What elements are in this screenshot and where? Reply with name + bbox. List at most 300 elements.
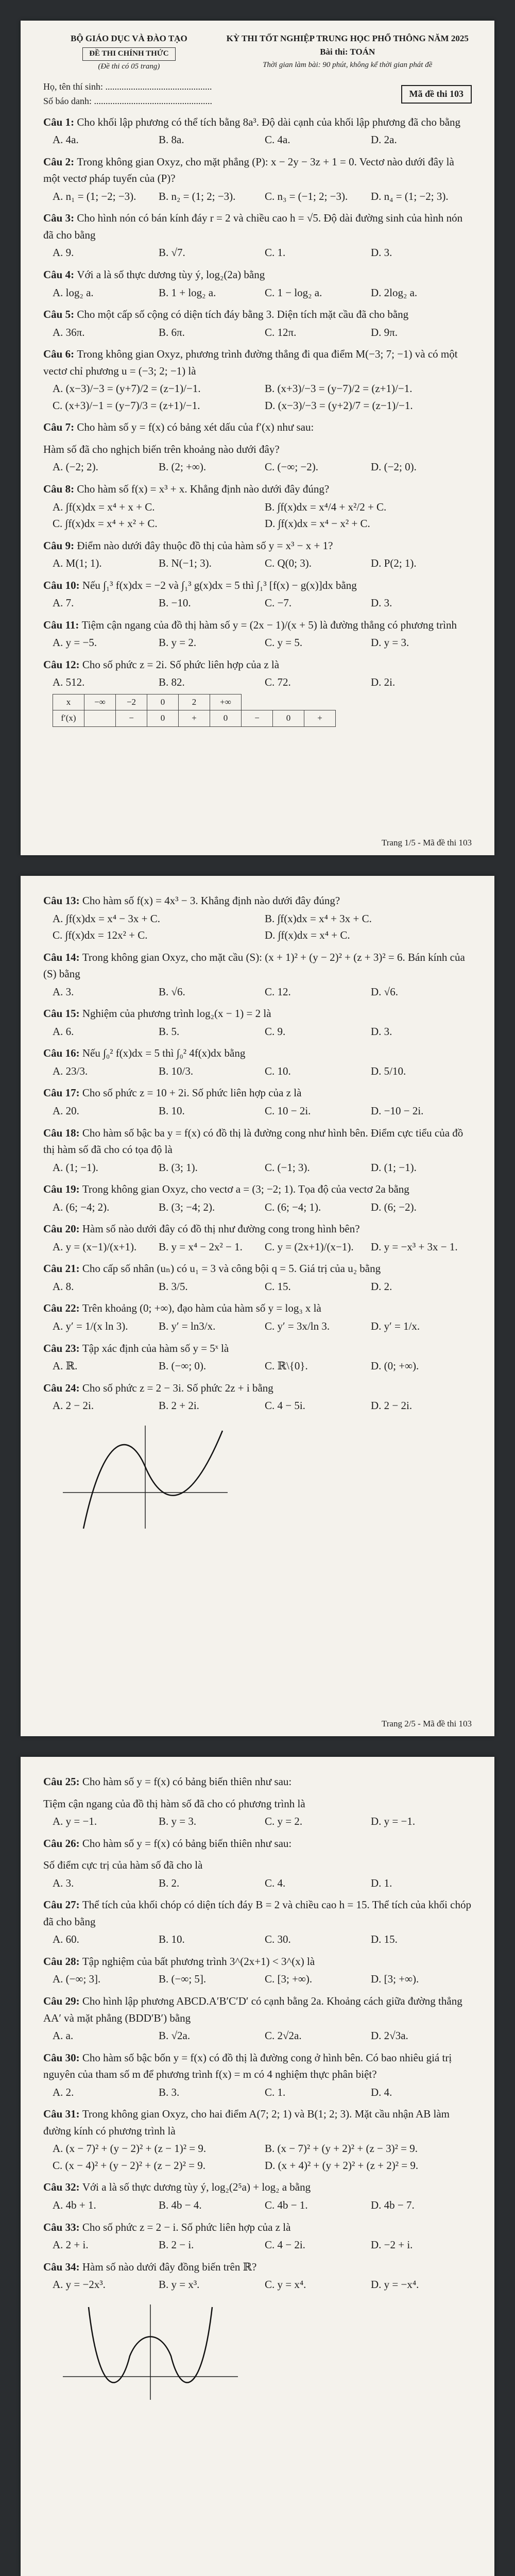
answer-options	[53, 634, 472, 651]
exam-title: KỲ THI TỐT NGHIỆP TRUNG HỌC PHỔ THÔNG NĂM 2025	[226, 33, 469, 43]
question-number: Câu 32:	[43, 2181, 82, 2194]
question-text: Thể tích của khối chóp có diện tích đáy B = 2 và chiều cao h = 15. Thể tích của khối chóp đã cho bằng	[43, 1899, 472, 1928]
answer-option: A. (1; −1).	[53, 1161, 98, 1174]
question-text: Cho số phức z = 2 − 3i. Số phức 2z + i bằng	[82, 1381, 273, 1394]
answer-option: B. 2 + 2i.	[159, 1399, 199, 1412]
answer-option: C. ℝ\{0}.	[265, 1360, 308, 1372]
sign-table-cell: x	[53, 694, 84, 710]
answer-options	[53, 380, 472, 414]
answer-option: C. y = 2.	[265, 1815, 303, 1828]
answer-option: D. y = −x⁴.	[371, 2278, 419, 2291]
sign-table-cell: −	[116, 710, 147, 726]
answer-option: A. 6.	[53, 1025, 74, 1038]
answer-option: B. n₂ = (1; 2; −3).	[159, 190, 236, 202]
answer-option: B. 1 + log₂ a.	[159, 286, 216, 299]
question-number: Câu 5:	[43, 308, 77, 321]
question	[43, 949, 472, 982]
question-number: Câu 9:	[43, 539, 77, 552]
answer-option: B. 82.	[159, 676, 185, 689]
question	[43, 2259, 472, 2276]
question	[43, 1125, 472, 1158]
answer-option: C. 10 − 2i.	[265, 1105, 311, 1117]
answer-option: B. (x − 7)² + (y + 2)² + (z − 3)² = 9.	[265, 2142, 418, 2155]
answer-option: D. ∫f(x)dx = x⁴ + C.	[265, 929, 350, 942]
answer-option: D. 3.	[371, 1025, 392, 1038]
answer-option: D. [3; +∞).	[371, 1973, 419, 1986]
answer-options	[53, 284, 472, 301]
sign-table-cell: +∞	[210, 694, 242, 710]
sign-table-cell: −∞	[84, 694, 116, 710]
question-number: Câu 8:	[43, 483, 77, 496]
answer-option: B. 2 − i.	[159, 2239, 194, 2251]
sign-table-cell: +	[304, 710, 336, 726]
question-number: Câu 18:	[43, 1126, 82, 1139]
answer-option: C. 1.	[265, 2086, 286, 2098]
answer-option: D. y = 3.	[371, 636, 409, 649]
answer-options	[53, 1023, 472, 1040]
answer-option: A. 4b + 1.	[53, 2199, 96, 2212]
question-number: Câu 27:	[43, 1899, 82, 1911]
question	[43, 577, 472, 594]
question	[43, 1993, 472, 2026]
answer-option: D. (1; −1).	[371, 1161, 417, 1174]
answer-option: A. 3.	[53, 1876, 74, 1889]
answer-options	[53, 1103, 472, 1120]
answer-option: D. 5/10.	[371, 1064, 406, 1077]
answer-option: D. 2log₂ a.	[371, 286, 418, 299]
answer-option: C. ∫f(x)dx = x⁴ + x² + C.	[53, 517, 158, 530]
answer-option: A. (−∞; 3].	[53, 1973, 101, 1986]
question	[43, 1181, 472, 1198]
answer-option: C. (x − 4)² + (y − 2)² + (z − 2)² = 9.	[53, 2159, 205, 2172]
answer-option: C. 1 − log₂ a.	[265, 286, 322, 299]
question-number: Câu 16:	[43, 1047, 82, 1060]
question	[43, 617, 472, 634]
answer-options	[53, 131, 472, 148]
official-label: ĐỀ THI CHÍNH THỨC	[82, 47, 175, 60]
answer-option: D. y = −x³ + 3x − 1.	[371, 1240, 458, 1253]
question-text: Cho hàm số y = f(x) có bảng biến thiên như sau:	[82, 1775, 292, 1788]
answer-option: C. 12.	[265, 985, 291, 998]
cubic-curve	[83, 1431, 222, 1529]
answer-option: A. y = −1.	[53, 1815, 97, 1828]
question-number: Câu 4:	[43, 268, 77, 281]
answer-option: D. (6; −2).	[371, 1200, 417, 1213]
answer-option: C. 72.	[265, 676, 291, 689]
answer-option: C. 9.	[265, 1025, 286, 1038]
answer-option: A. n₁ = (1; −2; −3).	[53, 190, 136, 202]
sign-table-cell: 0	[210, 710, 242, 726]
question-number: Câu 24:	[43, 1381, 82, 1394]
answer-options	[53, 1239, 472, 1256]
answer-option: B. ∫f(x)dx = x⁴/4 + x²/2 + C.	[265, 500, 387, 513]
exam-subject: Bài thi: TOÁN	[320, 47, 375, 57]
question-text: Cho số phức z = 10 + 2i. Số phức liên hợp của z là	[82, 1087, 302, 1099]
answer-option: C. 4 − 5i.	[265, 1399, 305, 1412]
question-number: Câu 23:	[43, 1342, 82, 1354]
candidate-id-field: Số báo danh: ...................................................	[43, 95, 212, 106]
answer-options	[53, 910, 472, 944]
question-text: Hàm số đã cho nghịch biến trên khoảng nào dưới đây?	[43, 443, 280, 455]
question	[43, 1380, 472, 1397]
question-text: Cho hàm số y = f(x) có bảng xét dấu của f′(x) như sau:	[77, 421, 314, 434]
question	[43, 114, 472, 131]
question	[43, 1005, 472, 1022]
answer-option: D. 2 − 2i.	[371, 1399, 413, 1412]
answer-options	[53, 1199, 472, 1216]
answer-option: C. 2√2a.	[265, 2029, 302, 2042]
question-number: Câu 11:	[43, 618, 82, 631]
question	[43, 1221, 472, 1238]
sign-table	[53, 694, 336, 727]
question	[43, 2106, 472, 2139]
answer-option: B. 6π.	[159, 326, 185, 338]
question-text: Trong không gian Oxyz, cho vectơ a = (3; −2; 1). Tọa độ của vectơ 2a bằng	[82, 1183, 409, 1196]
answer-option: D. (x + 4)² + (y + 2)² + (z + 2)² = 9.	[265, 2159, 419, 2172]
answer-option: C. (6; −4; 1).	[265, 1200, 321, 1213]
answer-option: B. 4b − 4.	[159, 2199, 202, 2212]
answer-option: A. 7.	[53, 597, 74, 609]
question-number: Câu 19:	[43, 1183, 82, 1196]
question	[43, 1857, 472, 1874]
question-text: Cho cấp số nhân (uₙ) có u₁ = 3 và công bội q = 5. Giá trị của u₂ bằng	[82, 1262, 381, 1275]
page-footer: Trang 1/5 - Mã đề thi 103	[381, 838, 472, 848]
question-number: Câu 3:	[43, 212, 77, 225]
answer-option: D. √6.	[371, 985, 398, 998]
question-number: Câu 12:	[43, 658, 82, 671]
answer-option: A. ∫f(x)dx = x⁴ − 3x + C.	[53, 912, 161, 925]
answer-option: D. ∫f(x)dx = x⁴ − x² + C.	[265, 517, 370, 530]
question	[43, 154, 472, 187]
answer-option: C. 12π.	[265, 326, 297, 338]
answer-option: C. 15.	[265, 1280, 291, 1293]
question-text: Cho số phức z = 2i. Số phức liên hợp của z là	[82, 658, 280, 671]
answer-option: B. y = x⁴ − 2x² − 1.	[159, 1240, 243, 1253]
question	[43, 656, 472, 673]
answer-options	[53, 595, 472, 612]
answer-options	[53, 2027, 472, 2044]
answer-option: D. −10 − 2i.	[371, 1105, 424, 1117]
answer-option: A. 512.	[53, 676, 85, 689]
answer-options	[53, 1318, 472, 1335]
answer-options	[53, 188, 472, 205]
answer-option: B. √6.	[159, 985, 185, 998]
answer-option: D. 2a.	[371, 133, 397, 146]
question	[43, 306, 472, 323]
question-text: Với a là số thực dương tùy ý, log₂(2⁵a) + log₂ a bằng	[82, 2181, 311, 2194]
answer-option: C. y = 5.	[265, 636, 303, 649]
question-number: Câu 22:	[43, 1302, 82, 1315]
answer-options	[53, 2236, 472, 2253]
question	[43, 1953, 472, 1970]
question	[43, 266, 472, 283]
question-number: Câu 17:	[43, 1087, 82, 1099]
answer-option: B. 2.	[159, 1876, 180, 1889]
answer-option: D. 3.	[371, 597, 392, 609]
answer-option: A. (−2; 2).	[53, 461, 98, 473]
answer-option: C. 10.	[265, 1064, 291, 1077]
candidate-name-field: Họ, tên thí sinh: ..............................................	[43, 81, 212, 92]
answer-options	[53, 2197, 472, 2214]
question-text: Trong không gian Oxyz, cho mặt phẳng (P): x − 2y − 3z + 1 = 0. Vectơ nào dưới đây là một vectơ pháp tuyến của (P)?	[43, 155, 454, 185]
question-text: Nghiệm của phương trình log₂(x − 1) = 2 là	[82, 1007, 271, 1020]
question	[43, 1896, 472, 1930]
answer-option: C. y = x⁴.	[265, 2278, 306, 2291]
question-text: Nếu ∫₁³ f(x)dx = −2 và ∫₁³ g(x)dx = 5 thì ∫₁³ [f(x) − g(x)]dx bằng	[82, 579, 357, 591]
question	[43, 1260, 472, 1277]
cubic-graph-figure	[53, 1420, 238, 1534]
answer-option: B. (2; +∞).	[159, 461, 207, 473]
answer-option: A. 60.	[53, 1933, 79, 1946]
answer-option: D. 2.	[371, 1280, 392, 1293]
page-footer: Trang 2/5 - Mã đề thi 103	[381, 1719, 472, 1728]
answer-option: D. 4.	[371, 2086, 392, 2098]
exam-page-1	[21, 21, 494, 855]
quartic-graph-figure	[53, 2299, 248, 2402]
answer-option: C. (x+3)/−1 = (y−7)/3 = (z+1)/−1.	[53, 399, 200, 412]
question-number: Câu 21:	[43, 1262, 82, 1275]
question-number: Câu 13:	[43, 894, 82, 907]
question	[43, 1795, 472, 1812]
sign-table-cell: −	[242, 710, 273, 726]
answer-option: B. y = x³.	[159, 2278, 200, 2291]
question-number: Câu 26:	[43, 1837, 82, 1850]
question	[43, 419, 472, 436]
question	[43, 441, 472, 458]
answer-option: B. √7.	[159, 246, 185, 259]
answer-option: B. 10.	[159, 1933, 185, 1946]
answer-option: B. (3; −4; 2).	[159, 1200, 215, 1213]
question-number: Câu 29:	[43, 1995, 82, 2008]
sign-table-cell	[84, 710, 116, 726]
question-text: Cho một cấp số cộng có diện tích đáy bằng 3. Diện tích mặt cầu đã cho bằng	[77, 308, 409, 321]
answer-option: D. −2 + i.	[371, 2239, 413, 2251]
answer-option: C. 1.	[265, 246, 286, 259]
answer-option: C. 30.	[265, 1933, 291, 1946]
answer-option: C. 4.	[265, 1876, 286, 1889]
answer-option: D. 15.	[371, 1933, 398, 1946]
sign-table-cell: 2	[179, 694, 210, 710]
question-number: Câu 14:	[43, 951, 82, 963]
answer-option: B. ∫f(x)dx = x⁴ + 3x + C.	[265, 912, 372, 925]
answer-option: D. 3.	[371, 246, 392, 259]
answer-options	[53, 2084, 472, 2101]
question-number: Câu 31:	[43, 2108, 82, 2121]
answer-option: B. y′ = ln3/x.	[159, 1320, 216, 1333]
question-number: Câu 20:	[43, 1223, 82, 1235]
question	[43, 1045, 472, 1062]
answer-option: A. 9.	[53, 246, 74, 259]
question-text: Trong không gian Oxyz, cho hai điểm A(7; 2; 1) và B(1; 2; 3). Mặt cầu nhận AB làm đường kính có phương trình là	[43, 2108, 450, 2137]
question-text: Tiệm cận ngang của đồ thị hàm số đã cho có phương trình là	[43, 1797, 305, 1810]
question-text: Điểm nào dưới đây thuộc đồ thị của hàm số y = x³ − x + 1?	[77, 539, 333, 552]
question-number: Câu 1:	[43, 115, 77, 128]
question-text: Trên khoảng (0; +∞), đạo hàm của hàm số y = log₃ x là	[82, 1302, 321, 1315]
answer-option: A. (x−3)/−3 = (y+7)/2 = (z−1)/−1.	[53, 382, 201, 395]
answer-option: B. N(−1; 3).	[159, 557, 212, 570]
pages-note: (Đề thi có 05 trang)	[98, 62, 160, 71]
answer-option: C. −7.	[265, 597, 292, 609]
answer-option: B. −10.	[159, 597, 191, 609]
answer-option: A. 36π.	[53, 326, 85, 338]
answer-option: C. 4 − 2i.	[265, 2239, 305, 2251]
answer-option: D. 2√3a.	[371, 2029, 408, 2042]
answer-option: C. ∫f(x)dx = 12x² + C.	[53, 929, 148, 942]
answer-option: A. ℝ.	[53, 1360, 78, 1372]
answer-option: A. 2.	[53, 2086, 74, 2098]
answer-option: D. (x−3)/−3 = (y+2)/7 = (z−1)/−1.	[265, 399, 413, 412]
question-list-page-2	[43, 892, 472, 1414]
question-text: Cho hàm số bậc bốn y = f(x) có đồ thị là đường cong ở hình bên. Có bao nhiêu giá trị nguyên của tham số m để phương trình f(x) = m có 4 nghiệm thực phân biệt?	[43, 2051, 452, 2081]
answer-options	[53, 1063, 472, 1080]
sign-table-row	[53, 710, 336, 726]
answer-options	[53, 1971, 472, 1988]
question-text: Cho hàm số f(x) = x³ + x. Khẳng định nào dưới đây đúng?	[77, 483, 330, 496]
question-text: Tiệm cận ngang của đồ thị hàm số y = (2x − 1)/(x + 5) là đường thẳng có phương trình	[81, 618, 457, 631]
sign-table-cell: f′(x)	[53, 710, 84, 726]
answer-option: D. 1.	[371, 1876, 392, 1889]
question	[43, 210, 472, 243]
question	[43, 892, 472, 909]
ministry-name: BỘ GIÁO DỤC VÀ ĐÀO TẠO	[71, 33, 187, 43]
answer-option: C. y′ = 3x/ln 3.	[265, 1320, 330, 1333]
question	[43, 2219, 472, 2236]
question-text: Cho hàm số y = f(x) có bảng biến thiên như sau:	[82, 1837, 292, 1850]
answer-options	[53, 674, 472, 691]
exam-page-2	[21, 876, 494, 1736]
answer-option: A. 8.	[53, 1280, 74, 1293]
answer-options	[53, 324, 472, 341]
answer-option: C. (−∞; −2).	[265, 461, 318, 473]
answer-option: C. Q(0; 3).	[265, 557, 312, 570]
answer-options	[53, 1931, 472, 1948]
answer-options	[53, 1159, 472, 1176]
answer-option: B. (3; 1).	[159, 1161, 198, 1174]
question-text: Hàm số nào dưới đây có đồ thị như đường cong trong hình bên?	[82, 1223, 360, 1235]
question-number: Câu 7:	[43, 421, 77, 434]
answer-option: A. (6; −4; 2).	[53, 1200, 110, 1213]
question	[43, 2049, 472, 2083]
question-number: Câu 34:	[43, 2260, 82, 2273]
answer-option: D. 4b − 7.	[371, 2199, 415, 2212]
answer-option: B. y = 2.	[159, 636, 197, 649]
answer-options	[53, 459, 472, 476]
answer-option: B. √2a.	[159, 2029, 191, 2042]
exam-page-3	[21, 1757, 494, 2576]
candidate-info	[43, 80, 472, 109]
answer-option: B. 8a.	[159, 133, 184, 146]
answer-option: A. 20.	[53, 1105, 79, 1117]
answer-option: B. (−∞; 5].	[159, 1973, 207, 1986]
answer-options	[53, 1813, 472, 1830]
question-text: Số điểm cực trị của hàm số đã cho là	[43, 1859, 203, 1872]
answer-options	[53, 2276, 472, 2293]
sign-table-cell: −2	[116, 694, 147, 710]
question-text: Với a là số thực dương tùy ý, log₂(2a) bằng	[77, 268, 265, 281]
question-text: Tập nghiệm của bất phương trình 3^(2x+1) < 3^(x) là	[82, 1955, 315, 1968]
answer-options	[53, 984, 472, 1001]
answer-option: A. y′ = 1/(x ln 3).	[53, 1320, 128, 1333]
question-number: Câu 2:	[43, 155, 77, 168]
answer-option: A. y = −5.	[53, 636, 97, 649]
question-text: Nếu ∫₀² f(x)dx = 5 thì ∫₀² 4f(x)dx bằng	[82, 1047, 246, 1060]
answer-option: A. ∫f(x)dx = x⁴ + x + C.	[53, 500, 155, 513]
question-number: Câu 6:	[43, 348, 77, 361]
question-text: Cho hàm số f(x) = 4x³ − 3. Khẳng định nào dưới đây đúng?	[82, 894, 340, 907]
question-text: Cho khối lập phương có thể tích bằng 8a³. Độ dài cạnh của khối lập phương đã cho bằng	[77, 115, 461, 128]
sign-table-cell: +	[179, 710, 210, 726]
question	[43, 537, 472, 554]
answer-options	[53, 1358, 472, 1375]
exam-code-box: Mã đề thi 103	[401, 85, 472, 104]
answer-option: B. (x+3)/−3 = (y−7)/2 = (z+1)/−1.	[265, 382, 413, 395]
sign-table-cell: 0	[273, 710, 304, 726]
answer-option: C. (−1; 3).	[265, 1161, 310, 1174]
question-text: Hàm số nào dưới đây đồng biến trên ℝ?	[82, 2260, 257, 2273]
question-text: Cho hàm số bậc ba y = f(x) có đồ thị là đường cong như hình bên. Điểm cực tiểu của đồ thị hàm số đã cho có tọa độ là	[43, 1126, 464, 1156]
answer-option: C. 4a.	[265, 133, 290, 146]
answer-option: C. n₃ = (−1; 2; −3).	[265, 190, 348, 202]
question-number: Câu 30:	[43, 2051, 82, 2064]
answer-option: B. 10.	[159, 1105, 185, 1117]
question-text: Trong không gian Oxyz, cho mặt cầu (S): (x + 1)² + (y − 2)² + (z + 3)² = 6. Bán kính của (S) bằng	[43, 951, 465, 980]
answer-option: B. 3/5.	[159, 1280, 188, 1293]
exam-header	[43, 32, 472, 73]
answer-option: A. y = (x−1)/(x+1).	[53, 1240, 137, 1253]
answer-option: B. 10/3.	[159, 1064, 194, 1077]
sign-table-cell: 0	[147, 710, 179, 726]
question	[43, 1340, 472, 1357]
question-text: Cho hình lập phương ABCD.A′B′C′D′ có cạnh bằng 2a. Khoảng cách giữa đường thẳng AA′ và mặt phẳng (BDD′B′) bằng	[43, 1995, 462, 2024]
question	[43, 1300, 472, 1317]
question-number: Câu 10:	[43, 579, 82, 591]
answer-option: A. a.	[53, 2029, 74, 2042]
question	[43, 481, 472, 498]
answer-option: D. P(2; 1).	[371, 557, 417, 570]
question	[43, 1084, 472, 1101]
answer-option: A. 2 − 2i.	[53, 1399, 94, 1412]
question-number: Câu 15:	[43, 1007, 82, 1020]
question	[43, 2179, 472, 2196]
answer-option: A. 23/3.	[53, 1064, 88, 1077]
answer-option: D. y′ = 1/x.	[371, 1320, 420, 1333]
exam-time: Thời gian làm bài: 90 phút, không kể thời gian phát đề	[263, 60, 433, 69]
answer-option: C. [3; +∞).	[265, 1973, 313, 1986]
answer-option: B. 3.	[159, 2086, 180, 2098]
question-list-page-3	[43, 1773, 472, 2293]
answer-option: A. M(1; 1).	[53, 557, 102, 570]
answer-option: B. y = 3.	[159, 1815, 197, 1828]
answer-options	[53, 1397, 472, 1414]
sign-table-row	[53, 694, 336, 710]
answer-option: A. 2 + i.	[53, 2239, 89, 2251]
answer-options	[53, 555, 472, 572]
sign-table-cell: 0	[147, 694, 179, 710]
answer-option: A. 4a.	[53, 133, 79, 146]
answer-option: A. (x − 7)² + (y − 2)² + (z − 1)² = 9.	[53, 2142, 207, 2155]
question-number: Câu 28:	[43, 1955, 82, 1968]
answer-option: D. (−2; 0).	[371, 461, 417, 473]
answer-option: D. y = −1.	[371, 1815, 416, 1828]
answer-option: B. (−∞; 0).	[159, 1360, 207, 1372]
question-number: Câu 33:	[43, 2221, 82, 2233]
answer-options	[53, 2140, 472, 2174]
question	[43, 1835, 472, 1852]
answer-option: A. 3.	[53, 985, 74, 998]
answer-options	[53, 244, 472, 261]
question-number: Câu 25:	[43, 1775, 82, 1788]
question-list-page-1	[43, 114, 472, 691]
